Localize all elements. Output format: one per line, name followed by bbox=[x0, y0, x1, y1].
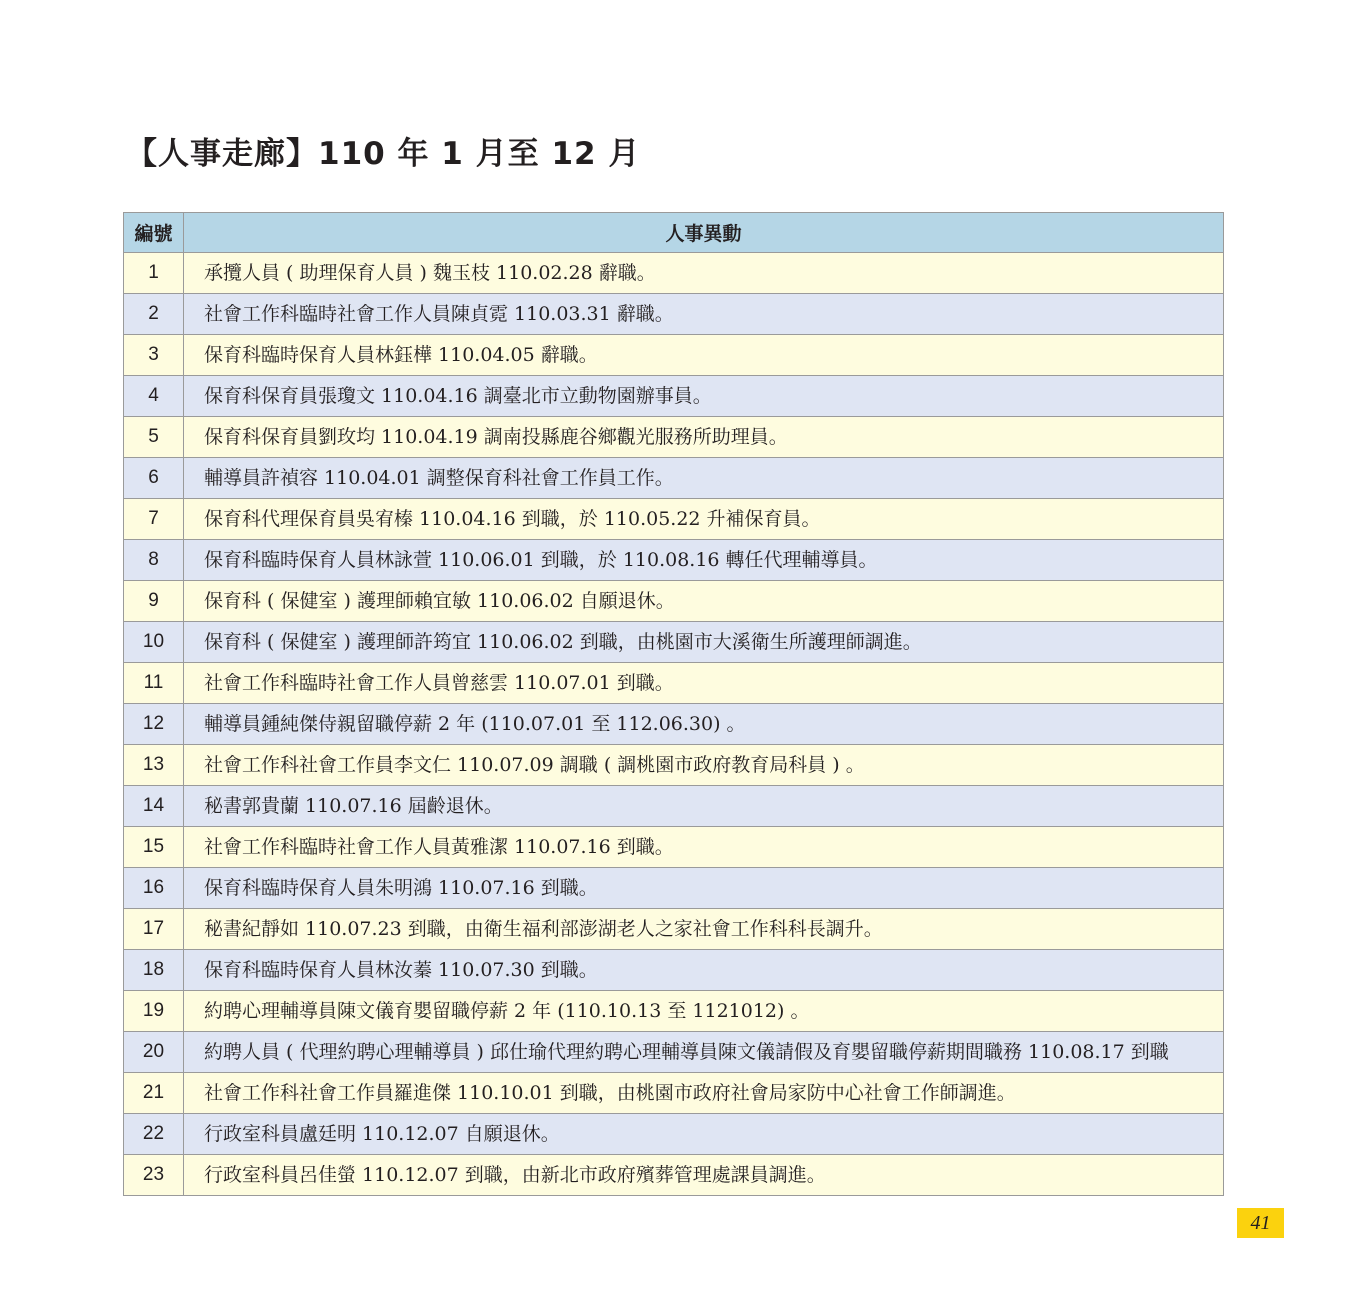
table-row bbox=[124, 868, 1224, 909]
row-number-cell: 15 bbox=[124, 827, 184, 868]
page-title: 【人事走廊】110 年 1 月至 12 月 bbox=[126, 136, 641, 172]
table-row bbox=[124, 827, 1224, 868]
row-number-cell: 14 bbox=[124, 786, 184, 827]
row-number-cell: 5 bbox=[124, 417, 184, 458]
row-number-cell: 12 bbox=[124, 704, 184, 745]
row-change-cell: 行政室科員盧廷明 110.12.07 自願退休。 bbox=[184, 1114, 1224, 1155]
row-change-cell: 保育科 ( 保健室 ) 護理師許筠宜 110.06.02 到職，由桃園市大溪衛生所護理師調進。 bbox=[184, 622, 1224, 663]
row-change-cell: 秘書紀靜如 110.07.23 到職，由衛生福利部澎湖老人之家社會工作科科長調升。 bbox=[184, 909, 1224, 950]
row-change-cell: 保育科代理保育員吳宥榛 110.04.16 到職，於 110.05.22 升補保育員。 bbox=[184, 499, 1224, 540]
table-row bbox=[124, 950, 1224, 991]
table-row bbox=[124, 704, 1224, 745]
row-change-cell: 約聘人員 ( 代理約聘心理輔導員 ) 邱仕瑜代理約聘心理輔導員陳文儀請假及育嬰留職停薪期間職務 110.08.17 到職 bbox=[184, 1032, 1224, 1073]
row-change-cell: 保育科臨時保育人員林詠萱 110.06.01 到職，於 110.08.16 轉任代理輔導員。 bbox=[184, 540, 1224, 581]
row-number-cell: 9 bbox=[124, 581, 184, 622]
row-number-cell: 8 bbox=[124, 540, 184, 581]
page-number-badge: 41 bbox=[1237, 1208, 1284, 1238]
table-row bbox=[124, 581, 1224, 622]
row-number-cell: 1 bbox=[124, 253, 184, 294]
row-change-cell: 行政室科員呂佳螢 110.12.07 到職，由新北市政府殯葬管理處課員調進。 bbox=[184, 1155, 1224, 1196]
table-row bbox=[124, 335, 1224, 376]
table-row bbox=[124, 1114, 1224, 1155]
row-number-cell: 22 bbox=[124, 1114, 184, 1155]
table-row bbox=[124, 1032, 1224, 1073]
row-number-cell: 13 bbox=[124, 745, 184, 786]
row-number-cell: 10 bbox=[124, 622, 184, 663]
row-change-cell: 社會工作科社會工作員李文仁 110.07.09 調職 ( 調桃園市政府教育局科員 ) 。 bbox=[184, 745, 1224, 786]
row-change-cell: 保育科保育員張瓊文 110.04.16 調臺北市立動物園辦事員。 bbox=[184, 376, 1224, 417]
row-number-cell: 20 bbox=[124, 1032, 184, 1073]
table-row bbox=[124, 622, 1224, 663]
row-number-cell: 18 bbox=[124, 950, 184, 991]
row-change-cell: 社會工作科社會工作員羅進傑 110.10.01 到職，由桃園市政府社會局家防中心社會工作師調進。 bbox=[184, 1073, 1224, 1114]
row-number-cell: 19 bbox=[124, 991, 184, 1032]
row-change-cell: 社會工作科臨時社會工作人員曾慈雲 110.07.01 到職。 bbox=[184, 663, 1224, 704]
row-change-cell: 保育科臨時保育人員林汝蓁 110.07.30 到職。 bbox=[184, 950, 1224, 991]
row-change-cell: 約聘心理輔導員陳文儀育嬰留職停薪 2 年 (110.10.13 至 1121012) 。 bbox=[184, 991, 1224, 1032]
table-row bbox=[124, 663, 1224, 704]
row-number-cell: 21 bbox=[124, 1073, 184, 1114]
row-number-cell: 6 bbox=[124, 458, 184, 499]
table-row bbox=[124, 253, 1224, 294]
table-row bbox=[124, 376, 1224, 417]
table-row bbox=[124, 909, 1224, 950]
table-row bbox=[124, 458, 1224, 499]
row-change-cell: 保育科臨時保育人員林鈺樺 110.04.05 辭職。 bbox=[184, 335, 1224, 376]
row-change-cell: 保育科保育員劉玫均 110.04.19 調南投縣鹿谷鄉觀光服務所助理員。 bbox=[184, 417, 1224, 458]
row-number-cell: 16 bbox=[124, 868, 184, 909]
table-body bbox=[124, 253, 1224, 1196]
table-row bbox=[124, 1155, 1224, 1196]
column-header-change: 人事異動 bbox=[184, 213, 1224, 253]
table-row bbox=[124, 294, 1224, 335]
row-change-cell: 輔導員許禎容 110.04.01 調整保育科社會工作員工作。 bbox=[184, 458, 1224, 499]
row-number-cell: 23 bbox=[124, 1155, 184, 1196]
row-change-cell: 社會工作科臨時社會工作人員陳貞霓 110.03.31 辭職。 bbox=[184, 294, 1224, 335]
row-change-cell: 保育科 ( 保健室 ) 護理師賴宜敏 110.06.02 自願退休。 bbox=[184, 581, 1224, 622]
table-header-row bbox=[124, 213, 1224, 253]
row-change-cell: 保育科臨時保育人員朱明鴻 110.07.16 到職。 bbox=[184, 868, 1224, 909]
row-change-cell: 秘書郭貴蘭 110.07.16 屆齡退休。 bbox=[184, 786, 1224, 827]
row-number-cell: 4 bbox=[124, 376, 184, 417]
row-number-cell: 7 bbox=[124, 499, 184, 540]
table-row bbox=[124, 786, 1224, 827]
row-number-cell: 2 bbox=[124, 294, 184, 335]
table-row bbox=[124, 417, 1224, 458]
row-number-cell: 17 bbox=[124, 909, 184, 950]
column-header-number: 編號 bbox=[124, 213, 184, 253]
row-change-cell: 承攬人員 ( 助理保育人員 ) 魏玉枝 110.02.28 辭職。 bbox=[184, 253, 1224, 294]
personnel-changes-table bbox=[123, 212, 1224, 1196]
table-row bbox=[124, 991, 1224, 1032]
row-change-cell: 輔導員鍾純傑侍親留職停薪 2 年 (110.07.01 至 112.06.30) 。 bbox=[184, 704, 1224, 745]
row-change-cell: 社會工作科臨時社會工作人員黃雅潔 110.07.16 到職。 bbox=[184, 827, 1224, 868]
table-row bbox=[124, 1073, 1224, 1114]
table-row bbox=[124, 745, 1224, 786]
row-number-cell: 11 bbox=[124, 663, 184, 704]
table-row bbox=[124, 540, 1224, 581]
row-number-cell: 3 bbox=[124, 335, 184, 376]
table-row bbox=[124, 499, 1224, 540]
